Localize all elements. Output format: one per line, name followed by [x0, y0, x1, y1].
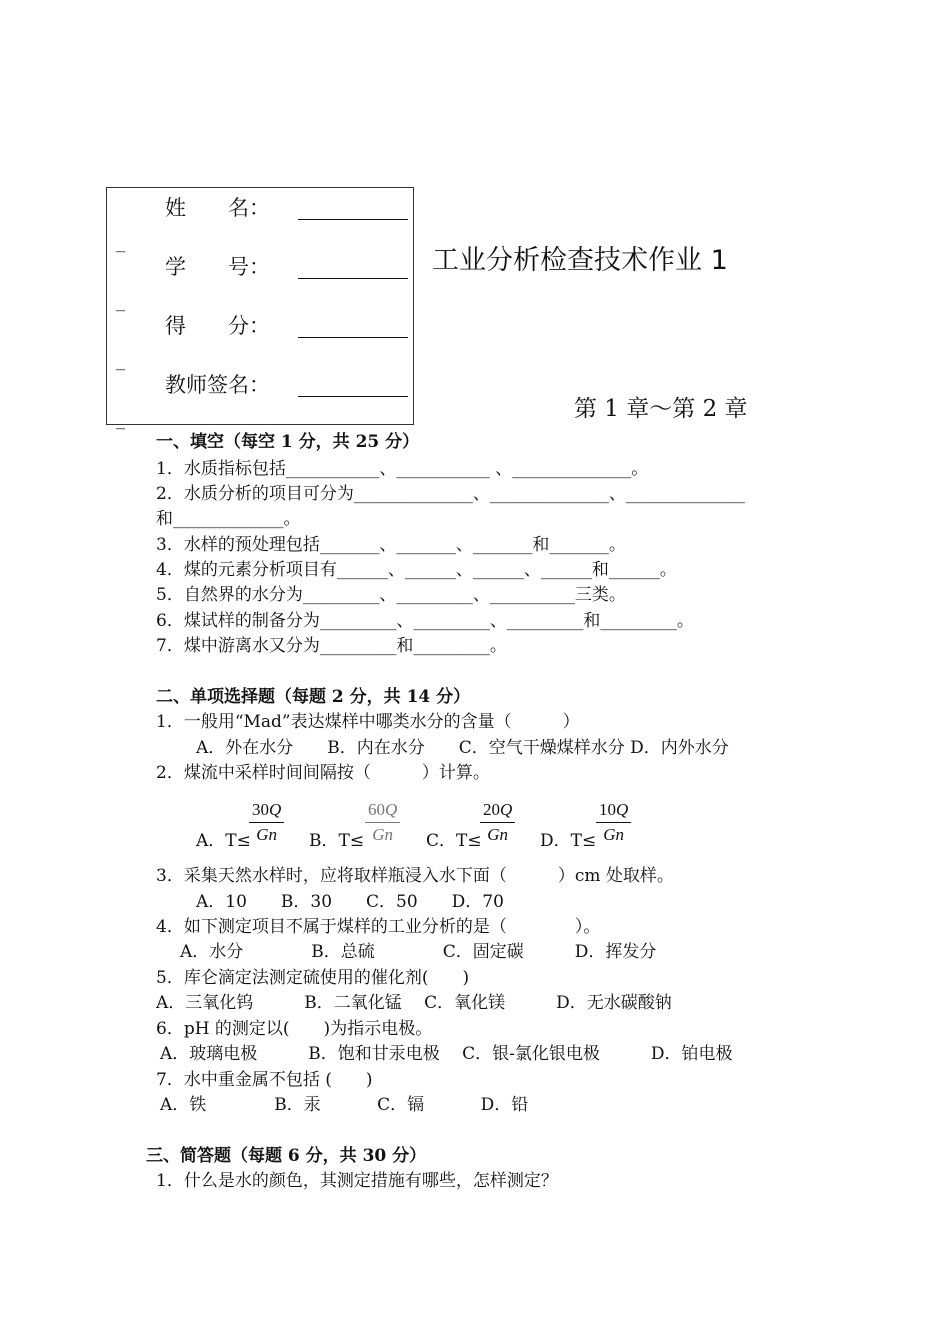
choice-question-1: 1．一般用“Mad”表达煤样中哪类水分的含量（ ） [156, 712, 580, 732]
choice-question-1-options: A．外在水分 B．内在水分 C．空气干燥煤样水分 D．内外水分 [196, 738, 729, 758]
chapter-range: 第 1 章～第 2 章 [574, 396, 748, 422]
choice-question-2-option-d: D．T≤ [540, 831, 597, 851]
section-1-heading: 一、填空（每空 1 分，共 25 分） [156, 432, 420, 452]
name-row [165, 192, 270, 222]
fraction-option-a: $\frac{30Q}{Gn}$ [249, 800, 284, 845]
separator-dash: _ [116, 350, 125, 371]
choice-question-3: 3．采集天然水样时，应将取样瓶浸入水下面（ ）cm 处取样。 [156, 866, 674, 886]
teacher-signature-label: 教师签名： [165, 373, 270, 397]
fill-question-6: 6．煤试样的制备分为_________、_________、_________和_________。 [156, 611, 694, 631]
score-field[interactable] [298, 337, 408, 338]
choice-question-6-options: A．玻璃电极 B．饱和甘汞电极 C．银-氯化银电极 D．铂电极 [160, 1044, 733, 1064]
student-id-field[interactable] [298, 278, 408, 279]
teacher-signature-row [165, 369, 270, 399]
fraction-option-d: $\frac{10Q}{Gn}$ [596, 800, 631, 845]
choice-question-4-options: A．水分 B．总硫 C．固定碳 D．挥发分 [180, 942, 657, 962]
choice-question-6: 6．pH 的测定以( )为指示电极。 [156, 1019, 433, 1039]
choice-question-7: 7．水中重金属不包括 ( ) [156, 1070, 373, 1090]
choice-question-2: 2．煤流中采样时间间隔按（ ）计算。 [156, 763, 490, 783]
choice-question-2-option-b: B．T≤ [309, 831, 365, 851]
student-info-box [106, 187, 414, 425]
name-field[interactable] [298, 219, 408, 220]
fill-question-1: 1．水质指标包括___________、___________ 、______________。 [156, 459, 649, 479]
fill-question-2-cont: 和_____________。 [156, 509, 301, 529]
score-row [165, 310, 270, 340]
section-3-heading: 三、简答题（每题 6 分，共 30 分） [146, 1146, 427, 1166]
fraction-option-c: $\frac{20Q}{Gn}$ [480, 800, 515, 845]
choice-question-4: 4．如下测定项目不属于煤样的工业分析的是（ ）。 [156, 917, 601, 937]
choice-question-3-options: A．10 B．30 C．50 D．70 [196, 892, 504, 912]
name-label: 姓 名： [165, 196, 270, 220]
choice-question-2-option-c: C．T≤ [426, 831, 482, 851]
student-id-row [165, 251, 270, 281]
choice-question-2-option-a: A．T≤ [196, 831, 251, 851]
fill-question-4: 4．煤的元素分析项目有______、______、______、______和______。 [156, 560, 677, 580]
fill-question-5: 5．自然界的水分为_________、_________、__________三类。 [156, 585, 626, 605]
choice-question-7-options: A．铁 B．汞 C．镉 D．铅 [160, 1095, 529, 1115]
choice-question-5: 5．库仑滴定法测定硫使用的催化剂( ) [156, 968, 470, 988]
page-title: 工业分析检查技术作业 1 [432, 245, 728, 276]
fill-question-2: 2．水质分析的项目可分为______________、______________、______________ [156, 484, 745, 504]
separator-dash: _ [116, 232, 125, 253]
fraction-option-b: $\frac{60Q}{Gn}$ [365, 800, 400, 845]
short-answer-question-1: 1．什么是水的颜色，其测定措施有哪些，怎样测定？ [156, 1171, 558, 1191]
fill-question-7: 7．煤中游离水又分为_________和_________。 [156, 636, 507, 656]
separator-dash: _ [116, 409, 125, 430]
student-id-label: 学 号： [165, 255, 270, 279]
fill-question-3: 3．水样的预处理包括_______、_______、_______和_______。 [156, 535, 626, 555]
teacher-signature-field[interactable] [298, 396, 408, 397]
score-label: 得 分： [165, 314, 270, 338]
choice-question-5-options: A．三氧化钨 B．二氧化锰 C．氧化镁 D．无水碳酸钠 [156, 993, 672, 1013]
section-2-heading: 二、单项选择题（每题 2 分，共 14 分） [156, 687, 471, 707]
separator-dash: _ [116, 291, 125, 312]
